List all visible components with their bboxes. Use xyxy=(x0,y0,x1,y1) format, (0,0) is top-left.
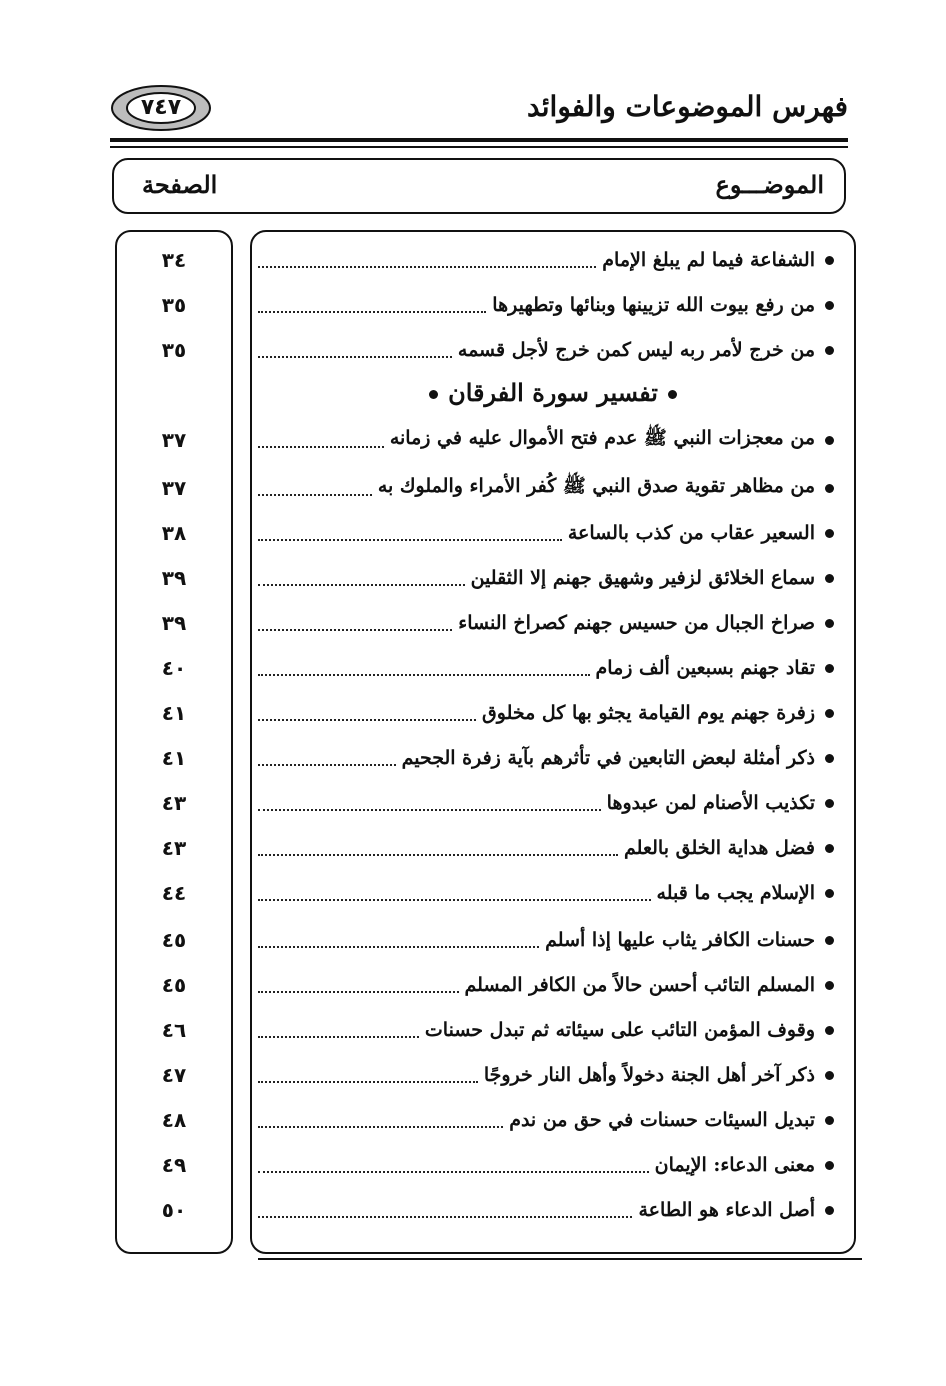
entry-title: الإسلام يجب ما قبله xyxy=(656,882,815,904)
index-entry xyxy=(254,515,834,551)
bullet-icon xyxy=(668,390,677,399)
index-entry xyxy=(254,785,834,821)
entry-title: من مظاهر تقوية صدق النبي ﷺ كُفر الأمراء والملوك به xyxy=(377,475,815,497)
bullet-icon xyxy=(825,799,834,808)
leader-dots xyxy=(258,356,452,358)
index-entry xyxy=(254,560,834,596)
entry-page-number: ٥٠ xyxy=(161,1198,187,1222)
entry-page-number: ٣٨ xyxy=(161,521,187,545)
index-entry xyxy=(254,1192,834,1228)
header-rule xyxy=(110,138,848,142)
leader-dots xyxy=(258,266,596,268)
leader-dots xyxy=(258,764,396,766)
index-entry xyxy=(254,287,834,323)
leader-dots xyxy=(258,1126,503,1128)
bullet-icon xyxy=(825,981,834,990)
leader-dots xyxy=(258,1081,478,1083)
bullet-icon xyxy=(825,574,834,583)
entry-page-number: ٣٩ xyxy=(161,611,187,635)
bullet-icon xyxy=(825,889,834,898)
index-entry xyxy=(254,605,834,641)
index-entry xyxy=(254,695,834,731)
pages-column xyxy=(115,230,233,1254)
entry-page-number: ٤٣ xyxy=(161,791,187,815)
index-entry xyxy=(254,1057,834,1093)
leader-dots xyxy=(258,311,486,313)
bullet-icon xyxy=(825,936,834,945)
leader-dots xyxy=(258,539,562,541)
entry-page-number: ٤٨ xyxy=(161,1108,187,1132)
index-entry xyxy=(254,332,834,368)
column-header-box xyxy=(112,158,846,214)
index-entry xyxy=(254,1147,834,1183)
leader-dots xyxy=(258,494,372,496)
index-entry xyxy=(254,470,834,506)
topics-column xyxy=(250,230,856,1254)
entry-title: أصل الدعاء هو الطاعة xyxy=(638,1199,815,1221)
bullet-icon xyxy=(825,301,834,310)
entry-title: من رفع بيوت الله تزيينها وبنائها وتطهيرها xyxy=(492,294,815,316)
leader-dots xyxy=(258,629,452,631)
topic-column-label: الموضـــوع xyxy=(715,170,824,199)
leader-dots xyxy=(258,719,476,721)
entry-title: تبديل السيئات حسنات في حق من ندم xyxy=(509,1109,815,1131)
entry-page-number: ٣٧ xyxy=(161,428,187,452)
index-entry xyxy=(254,1102,834,1138)
bullet-icon xyxy=(825,1161,834,1170)
index-entry xyxy=(254,967,834,1003)
leader-dots xyxy=(258,1171,649,1173)
entry-page-number: ٣٥ xyxy=(161,338,187,362)
index-entry xyxy=(254,1012,834,1048)
entry-page-number: ٤٦ xyxy=(161,1018,187,1042)
entry-page-number: ٣٧ xyxy=(161,476,187,500)
bullet-icon xyxy=(825,1026,834,1035)
entry-page-number: ٤٧ xyxy=(161,1063,187,1087)
entry-page-number: ٤٥ xyxy=(161,973,187,997)
entry-title: تكذيب الأصنام لمن عبدوها xyxy=(606,792,815,814)
running-header-title: فهرس الموضوعات والفوائد xyxy=(527,90,848,123)
leader-dots xyxy=(258,1036,419,1038)
entry-title: من معجزات النبي ﷺ عدم فتح الأموال عليه في زمانه xyxy=(389,427,815,449)
page-number: ٧٤٧ xyxy=(140,95,182,120)
page-number-badge xyxy=(110,84,212,132)
entry-page-number: ٤٤ xyxy=(161,881,187,905)
index-entry xyxy=(254,650,834,686)
entry-page-number: ٤٠ xyxy=(161,656,187,680)
index-entry xyxy=(254,422,834,458)
entry-title: وقوف المؤمن التائب على سيئاته ثم تبدل حسنات xyxy=(424,1019,815,1041)
bullet-icon xyxy=(825,754,834,763)
leader-dots xyxy=(258,854,618,856)
header-rule-thin xyxy=(110,146,848,148)
bullet-icon xyxy=(825,1071,834,1080)
bullet-icon xyxy=(825,664,834,673)
entry-page-number: ٣٥ xyxy=(161,293,187,317)
leader-dots xyxy=(258,1216,632,1218)
bullet-icon xyxy=(825,1206,834,1215)
section-heading xyxy=(252,378,854,418)
entry-page-number: ٤١ xyxy=(161,701,187,725)
index-entry xyxy=(254,830,834,866)
entry-title: الشفاعة فيما لم يبلغ الإمام xyxy=(602,249,815,271)
page-column-label: الصفحة xyxy=(142,170,218,199)
entry-page-number: ٤١ xyxy=(161,746,187,770)
leader-dots xyxy=(258,946,539,948)
bullet-icon xyxy=(825,1116,834,1125)
entry-page-number: ٤٩ xyxy=(161,1153,187,1177)
leader-dots xyxy=(258,674,590,676)
bullet-icon xyxy=(825,484,834,493)
entry-title: سماع الخلائق لزفير وشهيق جهنم إلا الثقلين xyxy=(470,567,815,589)
leader-dots xyxy=(258,991,459,993)
leader-dots xyxy=(258,899,651,901)
entry-title: زفرة جهنم يوم القيامة يجثو بها كل مخلوق xyxy=(482,702,815,724)
index-entry xyxy=(254,875,834,911)
leader-dots xyxy=(258,446,384,448)
entry-title: السعير عقاب من كذب بالساعة xyxy=(567,522,815,544)
index-entry xyxy=(254,740,834,776)
entry-title: تقاد جهنم بسبعين ألف زمام xyxy=(595,657,815,679)
entry-title: ذكر آخر أهل الجنة دخولاً وأهل النار خروجًا xyxy=(483,1064,815,1086)
entry-title: معنى الدعاء: الإيمان xyxy=(654,1154,815,1176)
index-entry xyxy=(254,922,834,958)
entry-title: من خرج لأمر ربه ليس كمن خرج لأجل قسمه xyxy=(457,339,815,361)
bullet-icon xyxy=(825,346,834,355)
entry-page-number: ٤٣ xyxy=(161,836,187,860)
entry-page-number: ٣٤ xyxy=(161,248,187,272)
section-title: تفسير سورة الفرقان xyxy=(448,378,658,407)
entry-title: حسنات الكافر يثاب عليها إذا أسلم xyxy=(545,929,815,951)
index-entry xyxy=(254,242,834,278)
leader-dots xyxy=(258,584,465,586)
bullet-icon xyxy=(825,436,834,445)
bullet-icon xyxy=(429,390,438,399)
bullet-icon xyxy=(825,844,834,853)
bullet-icon xyxy=(825,529,834,538)
entry-title: فضل هداية الخلق بالعلم xyxy=(624,837,815,859)
entry-title: صراخ الجبال من حسيس جهنم كصراخ النساء xyxy=(458,612,815,634)
entry-title: ذكر أمثلة لبعض التابعين في تأثرهم بآية زفرة الجحيم xyxy=(401,747,815,769)
leader-dots xyxy=(258,809,601,811)
entry-page-number: ٣٩ xyxy=(161,566,187,590)
entry-page-number: ٤٥ xyxy=(161,928,187,952)
entry-title: المسلم التائب أحسن حالاً من الكافر المسلم xyxy=(464,974,815,996)
bullet-icon xyxy=(825,256,834,265)
bullet-icon xyxy=(825,709,834,718)
bullet-icon xyxy=(825,619,834,628)
